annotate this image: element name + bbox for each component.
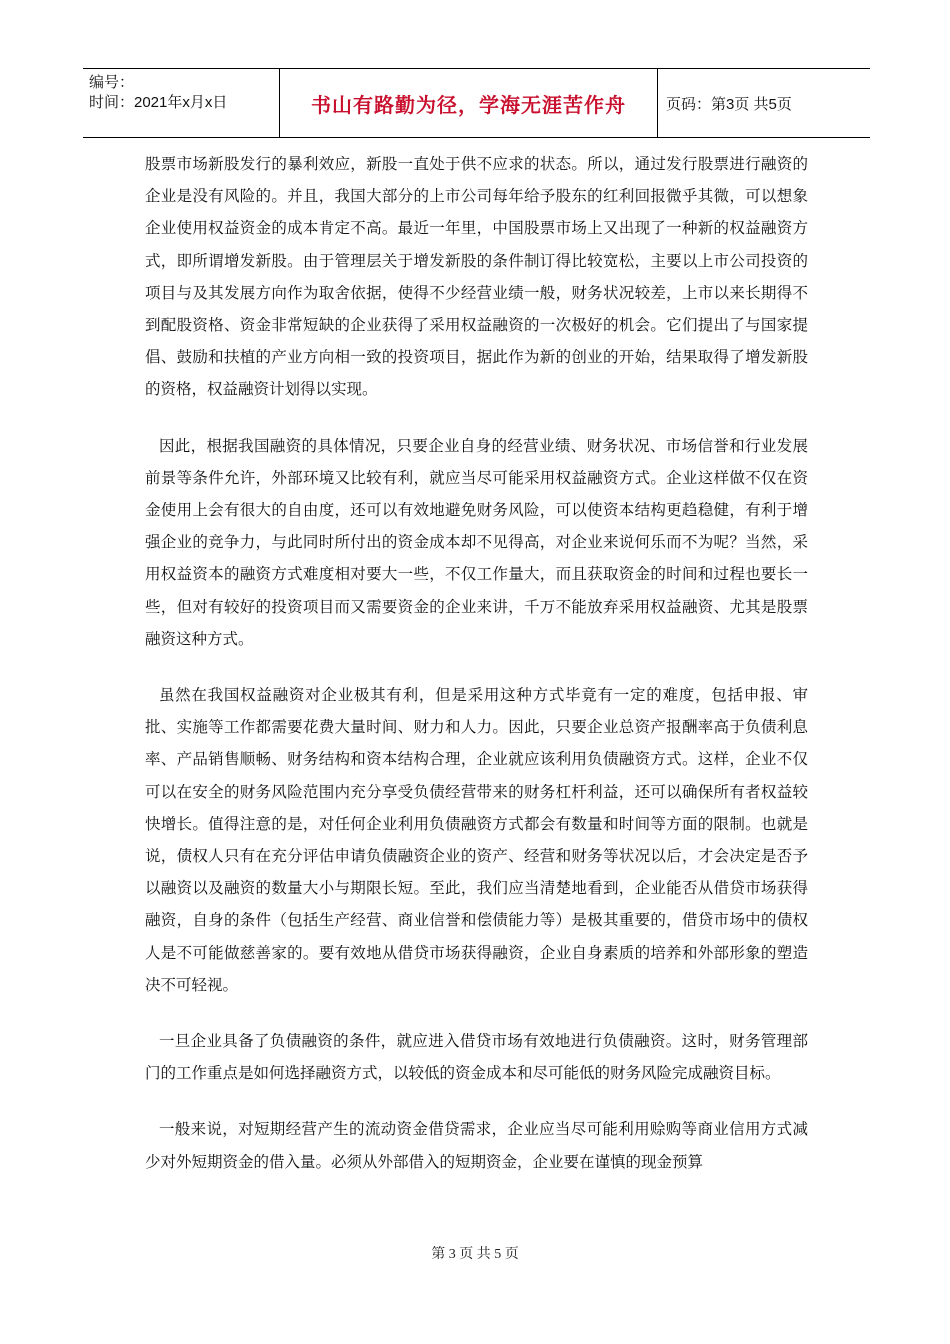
body-paragraph: 虽然在我国权益融资对企业极其有利，但是采用这种方式毕竟有一定的难度，包括申报、审批、实施等工作都需要花费大量时间、财力和人力。因此，只要企业总资产报酬率高于负债利息率、产品销售顺畅、财务结构和资本结构合理，企业就应该利用负债融资方式。这样，企业不仅可以在安全的财务风险范围内充分享受负债经营带来的财务杠杆利益，还可以确保所有者权益较快增长。值得注意的是，对任何企业利用负债融资方式都会有数量和时间等方面的限制。也就是说，债权人只有在充分评估申请负债融资企业的资产、经营和财务等状况以后，才会决定是否予以融资以及融资的数量大小与期限长短。至此，我们应当清楚地看到，企业能否从借贷市场获得融资，自身的条件（包括生产经营、商业信誉和偿债能力等）是极其重要的，借贷市场中的债权人是不可能做慈善家的。要有效地从借贷市场获得融资，企业自身素质的培养和外部形象的塑造决不可轻视。 [145, 686, 808, 994]
document-body [145, 148, 808, 1202]
header-motto: 书山有路勤为径，学海无涯苦作舟 [311, 92, 626, 117]
header-page-cell [658, 69, 870, 137]
body-paragraph: 一旦企业具备了负债融资的条件，就应进入借贷市场有效地进行负债融资。这时，财务管理部门的工作重点是如何选择融资方式，以较低的资金成本和尽可能低的财务风险完成融资目标。 [145, 1032, 808, 1083]
document-date-label: 时间：2021年x月x日 [89, 94, 228, 111]
header-motto-cell [280, 69, 658, 137]
body-paragraph: 股票市场新股发行的暴利效应，新股一直处于供不应求的状态。所以，通过发行股票进行融资的企业是没有风险的。并且，我国大部分的上市公司每年给予股东的红利回报微乎其微，可以想象企业使用权益资金的成本肯定不高。最近一年里，中国股票市场上又出现了一种新的权益融资方式，即所谓增发新股。由于管理层关于增发新股的条件制订得比较宽松，主要以上市公司投资的项目与及其发展方向作为取舍依据，使得不少经营业绩一般，财务状况较差，上市以来长期得不到配股资格、资金非常短缺的企业获得了采用权益融资的一次极好的机会。它们提出了与国家提倡、鼓励和扶植的产业方向相一致的投资项目，据此作为新的创业的开始，结果取得了增发新股的资格，权益融资计划得以实现。 [145, 155, 808, 399]
document-number-label: 编号： [89, 74, 135, 91]
page-footer: 第 3 页 共 5 页 [431, 1247, 519, 1262]
body-paragraph: 因此，根据我国融资的具体情况，只要企业自身的经营业绩、财务状况、市场信誉和行业发展前景等条件允许，外部环境又比较有利，就应当尽可能采用权益融资方式。企业这样做不仅在资金使用上会有很大的自由度，还可以有效地避免财务风险，可以使资本结构更趋稳健，有利于增强企业的竞争力，与此同时所付出的资金成本却不见得高，对企业来说何乐而不为呢？当然，采用权益资本的融资方式难度相对要大一些，不仅工作量大，而且获取资金的时间和过程也要长一些，但对有较好的投资项目而又需要资金的企业来讲，千万不能放弃采用权益融资、尤其是股票融资这种方式。 [145, 436, 808, 648]
page-header [83, 68, 870, 138]
body-paragraph: 一般来说，对短期经营产生的流动资金借贷需求，企业应当尽可能利用赊购等商业信用方式减少对外短期资金的借入量。必须从外部借入的短期资金，企业要在谨慎的现金预算 [145, 1120, 808, 1171]
header-page-code: 页码：第3页 共5页 [666, 95, 792, 113]
header-info-cell [83, 69, 280, 137]
